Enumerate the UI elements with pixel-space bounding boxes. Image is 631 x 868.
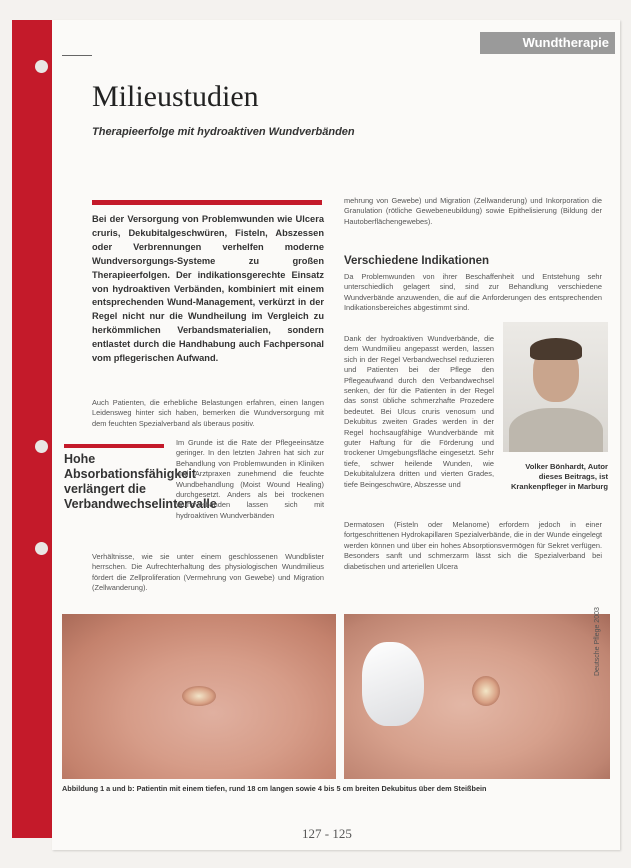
wound-mark: [472, 676, 500, 706]
top-rule: [62, 55, 92, 56]
author-photo: [503, 322, 608, 452]
body-text-col2b: Da Problemwunden von ihrer Beschaffenheit und Entstehung sehr unterschiedlich gelagert sind, sind zur Behandlung verschiedene Wundverbände anzuwenden, die auf die Anforderungen des entsprechenden Indikationsbereiches abgestimmt sind.: [344, 272, 602, 313]
photo-hair: [530, 338, 582, 360]
body-text-col1b: Im Grunde ist die Rate der Pflegeeinsätze geringer. In den letzten Jahren hat sich zur Behandlung von Problemwunden in Kliniken und Arztpraxen zunehmend die feuchte Wundbehandlung (Moist Wound Healing) durchgesetzt. Anders als bei trockenen Wundverbänden lassen sich mit hydroaktiven Wundverbänden: [176, 438, 324, 520]
body-text-col2a: mehrung von Gewebe) und Migration (Zellwanderung) und Inkorporation die Granulation (rötliche Gewebeneubildung) sowie Epithelisierung (Bildung der Hautoberflächengewebes).: [344, 196, 602, 226]
photo-credit: Deutsche Pflege 2003: [594, 607, 601, 676]
author-caption: Volker Bönhardt, Autor dieses Beitrags, ist Krankenpfleger in Marburg: [510, 462, 608, 491]
body-text-col2c: Dank der hydroaktiven Wundverbände, die dem Wundmilieu angepasst werden, lassen sich in der Regel Verbandwechsel reduzieren und Patienten bei der Pflege den Pflegeaufwand durch den Verbandwechsel senken, der für die Patienten in der Regel das sonst übliche schmerzhafte Prozedere bedeutet. Bei Ulcus cruris venosum und Dekubitus zweiten Grades werden in der Regel hochsaugfähige Wundverbände mit guter Haftung für die Förderung und trockener Umgebungsfläche eingesetzt. Sehr tiefe, schwer heilende Wunden, wie Dekubitalulzera dritten und vierten Grades, tiefe Beingeschwüre, Abszesse und: [344, 334, 494, 489]
binder-strip: [12, 20, 52, 838]
section-heading: Verschiedene Indikationen: [344, 255, 490, 267]
lead-accent-bar: [92, 200, 322, 205]
figure-caption: Abbildung 1 a und b: Patientin mit einem tiefen, rund 18 cm langen sowie 4 bis 5 cm breiten Dekubitus über dem Steißbein: [62, 784, 487, 793]
photo-shoulders: [509, 408, 603, 452]
figure-1b: [344, 614, 610, 779]
gloved-hand: [362, 642, 424, 726]
section-tag: Wundtherapie: [480, 32, 615, 54]
body-text-col1c: Verhältnisse, wie sie unter einem geschlossenen Wundblister herrschen. Die Aufrechterhaltung des physiologischen Wundmilieus fördert die Zellproliferation (Vermehrung von Gewebe) und Migration (Zellwanderung).: [92, 552, 324, 593]
punch-hole: [35, 440, 48, 453]
sidehead-accent-bar: [64, 444, 164, 448]
lead-paragraph: Bei der Versorgung von Problemwunden wie Ulcera cruris, Dekubitalgeschwüren, Fisteln, Abszessen oder Verbrennungen verhelfen moderne Wundversorgungs-Systeme zu großen Therapieerfolgen. Der indikationsgerechte Einsatz von hydroaktiven Verbänden, kombiniert mit einem entsprechenden Wund-Management, verkürzt in der Regel nicht nur die Wundheilung im Vergleich zu herkömmlichen Verbandsmaterialien, sondern entlastet durch die Handhabung auch Fachpersonal vom pflegerischen Aufwand.: [92, 214, 324, 364]
side-heading: Hohe Absorbationsfähigkeit verlängert die Verbandwechselintervalle: [64, 452, 217, 511]
body-text-col2d: Dermatosen (Fisteln oder Melanome) erfordern jedoch in einer fortgeschrittenen Hydrokapillaren Spezialverbände, die in der Wunde eingelegt werden können und über ein hohes Absorptionsvermögen für Sekret verfügen. Besonders sanft und schmerzarm lässt sich die Spezialverband bei diabetischen und arteriellen Ulcera: [344, 520, 602, 571]
punch-hole: [35, 542, 48, 555]
page-number: 127 - 125: [302, 826, 352, 841]
body-text-col1a: Auch Patienten, die erhebliche Belastungen erfahren, einen langen Leidensweg hinter sich haben, bemerken die Wundversorgung mit dem feuchten Spezialverband als überaus positiv.: [92, 398, 324, 428]
article-subtitle: Therapieerfolge mit hydroaktiven Wundverbänden: [92, 126, 355, 138]
punch-hole: [35, 60, 48, 73]
figure-1a: [62, 614, 336, 779]
article-title: Milieustudien: [92, 80, 259, 113]
wound-mark: [182, 686, 216, 706]
